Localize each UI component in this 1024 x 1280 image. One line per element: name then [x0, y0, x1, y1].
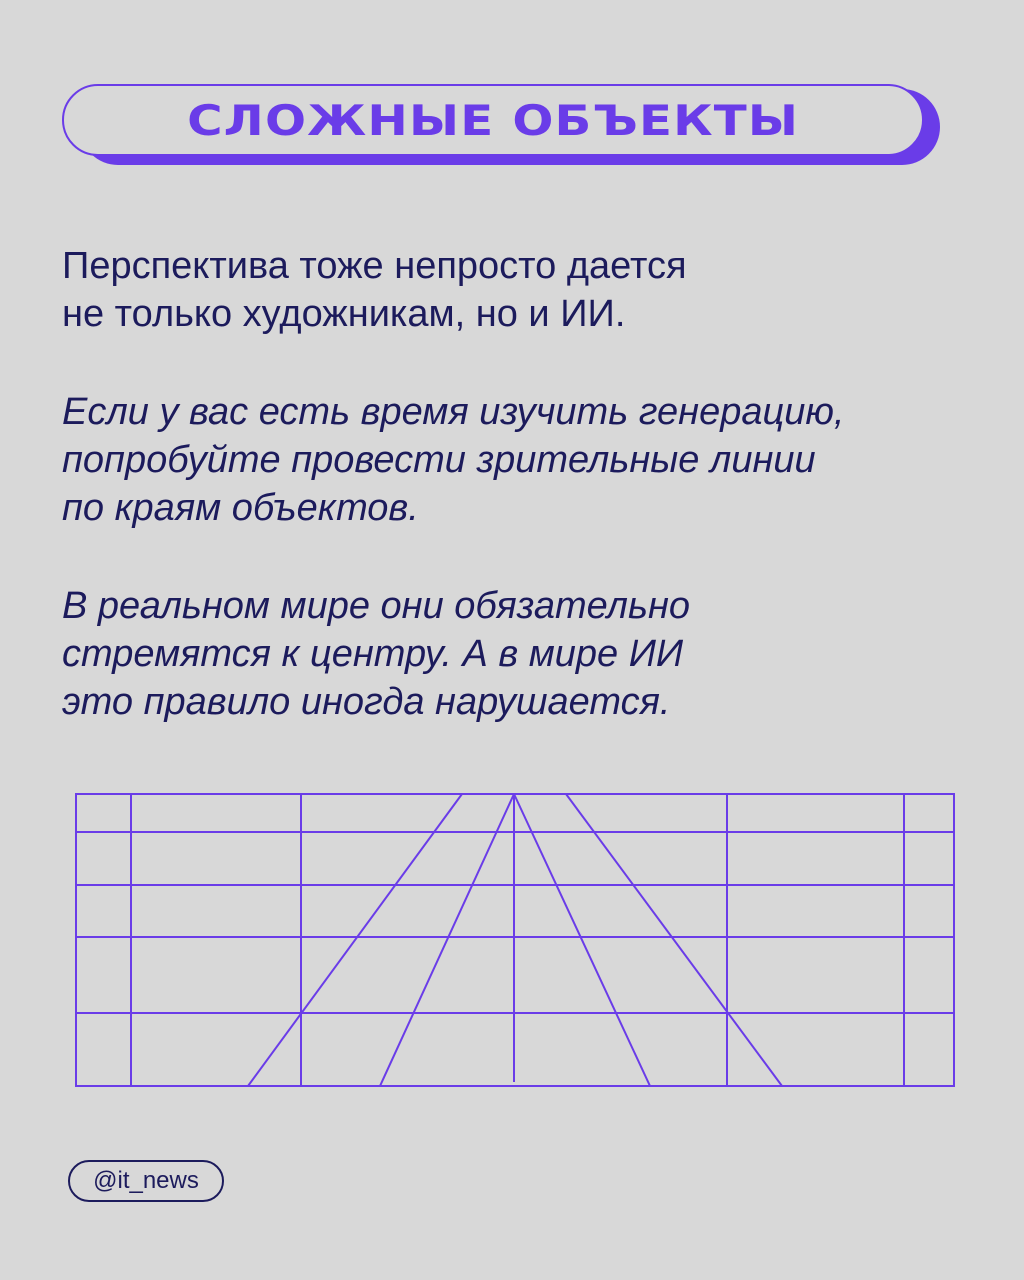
tip-line-3: по краям объектов. — [62, 487, 419, 529]
page-title: СЛОЖНЫЕ ОБЪЕКТЫ — [186, 96, 799, 145]
perspective-line-right-inner — [514, 794, 650, 1086]
perspective-line-right-outer — [566, 794, 782, 1086]
tip-line-1: Если у вас есть время изучить генерацию, — [62, 391, 845, 433]
intro-line-1: Перспектива тоже непросто дается — [62, 245, 687, 287]
intro-line-2: не только художникам, но и ИИ. — [62, 293, 626, 335]
perspective-line-left-outer — [248, 794, 462, 1086]
account-handle: @it_news — [93, 1167, 199, 1194]
tip-line-2: попробуйте провести зрительные линии — [62, 439, 816, 481]
explanation-line-2: стремятся к центру. А в мире ИИ — [62, 633, 684, 675]
explanation-line-3: это правило иногда нарушается. — [62, 681, 671, 723]
perspective-line-left-inner — [380, 794, 514, 1086]
account-handle-badge — [68, 1160, 224, 1202]
explanation-line-1: В реальном мире они обязательно — [62, 585, 691, 627]
